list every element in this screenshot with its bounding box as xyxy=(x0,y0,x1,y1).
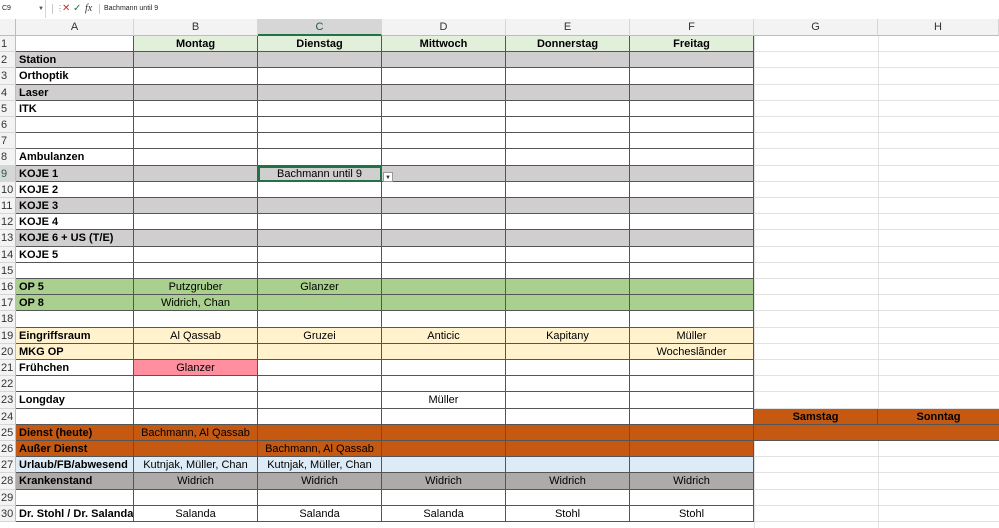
cell-c9[interactable]: Bachmann until 9 xyxy=(258,166,382,182)
cell-a4[interactable]: Laser xyxy=(16,85,134,101)
cell-e16[interactable] xyxy=(506,279,630,295)
cell-b30[interactable]: Salanda xyxy=(134,506,258,522)
gridline xyxy=(754,36,755,528)
cell-d21[interactable] xyxy=(382,360,506,376)
cell-b18[interactable] xyxy=(134,311,258,328)
gridline xyxy=(754,521,999,522)
cell-b7[interactable] xyxy=(134,133,258,149)
cell-c16[interactable]: Glanzer xyxy=(258,279,382,295)
cell-c17[interactable] xyxy=(258,295,382,311)
gridline xyxy=(754,278,999,279)
cell-dropdown-icon[interactable]: ▼ xyxy=(383,172,393,182)
cell-c26[interactable]: Bachmann, Al Qassab xyxy=(258,441,382,457)
cell-c7[interactable] xyxy=(258,133,382,149)
cell-a12[interactable]: KOJE 4 xyxy=(16,214,134,230)
cell-c14[interactable] xyxy=(258,247,382,263)
enter-icon[interactable]: ✓ xyxy=(73,3,82,14)
row-header-22[interactable]: 22 xyxy=(0,376,16,392)
cell-b6[interactable] xyxy=(134,117,258,133)
cell-a7[interactable] xyxy=(16,133,134,149)
cell-f9[interactable] xyxy=(630,166,754,182)
cell-f3[interactable] xyxy=(630,68,754,85)
row-header-28[interactable]: 28 xyxy=(0,473,16,490)
column-header-g[interactable]: G xyxy=(754,19,878,36)
cell-a22[interactable] xyxy=(16,376,134,392)
gridline xyxy=(754,148,999,149)
row-header-3[interactable]: 3 xyxy=(0,68,16,85)
cell-e6[interactable] xyxy=(506,117,630,133)
cell-b28[interactable]: Widrich xyxy=(134,473,258,490)
cell-b22[interactable] xyxy=(134,376,258,392)
cell-c13[interactable] xyxy=(258,230,382,247)
cell-b27[interactable]: Kutnjak, Müller, Chan xyxy=(134,457,258,473)
cell-b26[interactable] xyxy=(134,441,258,457)
row-header-4[interactable]: 4 xyxy=(0,85,16,101)
cell-e5[interactable] xyxy=(506,101,630,117)
row-header-13[interactable]: 13 xyxy=(0,230,16,247)
cell-f20[interactable]: Wocheslãnder xyxy=(630,344,754,360)
row-header-20[interactable]: 20 xyxy=(0,344,16,360)
cell-c8[interactable] xyxy=(258,149,382,166)
cell-f17[interactable] xyxy=(630,295,754,311)
select-all-corner[interactable] xyxy=(0,19,16,36)
gridline xyxy=(754,375,999,376)
gridline xyxy=(754,100,999,101)
cell-d4[interactable] xyxy=(382,85,506,101)
cell-f27[interactable] xyxy=(630,457,754,473)
row-header-5[interactable]: 5 xyxy=(0,101,16,117)
cell-e18[interactable] xyxy=(506,311,630,328)
cell-e29[interactable] xyxy=(506,490,630,506)
cell-e17[interactable] xyxy=(506,295,630,311)
cell-d24[interactable] xyxy=(382,409,506,425)
row-header-25[interactable]: 25 xyxy=(0,425,16,441)
cell-c11[interactable] xyxy=(258,198,382,214)
cell-d2[interactable] xyxy=(382,52,506,68)
gridline xyxy=(754,489,999,490)
cell-c29[interactable] xyxy=(258,490,382,506)
column-header-b[interactable]: B xyxy=(134,19,258,36)
cell-d20[interactable] xyxy=(382,344,506,360)
column-header-c[interactable]: C xyxy=(258,19,382,36)
cell-a18[interactable] xyxy=(16,311,134,328)
cell-e28[interactable]: Widrich xyxy=(506,473,630,490)
cell-f10[interactable] xyxy=(630,182,754,198)
cell-f19[interactable]: Müller xyxy=(630,328,754,344)
cell-f7[interactable] xyxy=(630,133,754,149)
cell-f25[interactable] xyxy=(630,425,754,441)
gridline xyxy=(754,391,999,392)
row-header-2[interactable]: 2 xyxy=(0,52,16,68)
cell-b11[interactable] xyxy=(134,198,258,214)
formula-bar-separator xyxy=(52,4,53,14)
cell-d11[interactable] xyxy=(382,198,506,214)
cell-f26[interactable] xyxy=(630,441,754,457)
column-header-e[interactable]: E xyxy=(506,19,630,36)
cell-h24[interactable]: Sonntag xyxy=(878,409,999,425)
cell-b1[interactable]: Montag xyxy=(134,36,258,52)
gridline xyxy=(754,343,999,344)
cell-d8[interactable] xyxy=(382,149,506,166)
cell-b10[interactable] xyxy=(134,182,258,198)
gridline xyxy=(754,359,999,360)
gridline xyxy=(754,181,999,182)
cell-e7[interactable] xyxy=(506,133,630,149)
cell-a30[interactable]: Dr. Stohl / Dr. Salanda xyxy=(16,506,134,522)
cell-b8[interactable] xyxy=(134,149,258,166)
cell-d6[interactable] xyxy=(382,117,506,133)
cell-c28[interactable]: Widrich xyxy=(258,473,382,490)
gridline xyxy=(754,165,999,166)
cell-b24[interactable] xyxy=(134,409,258,425)
cell-f6[interactable] xyxy=(630,117,754,133)
cell-a10[interactable]: KOJE 2 xyxy=(16,182,134,198)
cell-c4[interactable] xyxy=(258,85,382,101)
cell-a1[interactable] xyxy=(16,36,134,52)
cell-c10[interactable] xyxy=(258,182,382,198)
gridline xyxy=(754,229,999,230)
formula-input[interactable]: Bachmann until 9 xyxy=(104,5,159,12)
cell-a23[interactable]: Longday xyxy=(16,392,134,409)
cell-c25[interactable] xyxy=(258,425,382,441)
cancel-icon[interactable]: ✕ xyxy=(62,3,71,14)
cell-c21[interactable] xyxy=(258,360,382,376)
gridline xyxy=(754,132,999,133)
gridline xyxy=(754,51,999,52)
cell-e21[interactable] xyxy=(506,360,630,376)
row-header-7[interactable]: 7 xyxy=(0,133,16,149)
cell-c5[interactable] xyxy=(258,101,382,117)
cell-c30[interactable]: Salanda xyxy=(258,506,382,522)
row-header-29[interactable]: 29 xyxy=(0,490,16,506)
cell-b25[interactable]: Bachmann, Al Qassab xyxy=(134,425,258,441)
row-header-1[interactable]: 1 xyxy=(0,36,16,52)
cell-d12[interactable] xyxy=(382,214,506,230)
row-header-14[interactable]: 14 xyxy=(0,247,16,263)
cell-a19[interactable]: Eingriffsraum xyxy=(16,328,134,344)
cell-d28[interactable]: Widrich xyxy=(382,473,506,490)
gridline xyxy=(754,84,999,85)
gridline xyxy=(754,197,999,198)
cell-c6[interactable] xyxy=(258,117,382,133)
cell-c15[interactable] xyxy=(258,263,382,279)
cell-f13[interactable] xyxy=(630,230,754,247)
cell-a20[interactable]: MKG OP xyxy=(16,344,134,360)
column-header-h[interactable]: H xyxy=(878,19,999,36)
gridline xyxy=(754,213,999,214)
cell-e19[interactable]: Kapitany xyxy=(506,328,630,344)
gridline xyxy=(878,36,879,528)
cell-f30[interactable]: Stohl xyxy=(630,506,754,522)
gridline xyxy=(754,505,999,506)
cell-e30[interactable]: Stohl xyxy=(506,506,630,522)
cell-b3[interactable] xyxy=(134,68,258,85)
cell-d18[interactable] xyxy=(382,311,506,328)
cell-a8[interactable]: Ambulanzen xyxy=(16,149,134,166)
cell-d17[interactable] xyxy=(382,295,506,311)
cell-c24[interactable] xyxy=(258,409,382,425)
cell-e15[interactable] xyxy=(506,263,630,279)
formula-bar-separator-2 xyxy=(99,4,100,14)
cell-f28[interactable]: Widrich xyxy=(630,473,754,490)
cell-d14[interactable] xyxy=(382,247,506,263)
cell-a27[interactable]: Urlaub/FB/abwesend xyxy=(16,457,134,473)
row-header-30[interactable]: 30 xyxy=(0,506,16,522)
cell-f12[interactable] xyxy=(630,214,754,230)
row-header-19[interactable]: 19 xyxy=(0,328,16,344)
cell-c18[interactable] xyxy=(258,311,382,328)
cell-e24[interactable] xyxy=(506,409,630,425)
cell-c3[interactable] xyxy=(258,68,382,85)
cell-d29[interactable] xyxy=(382,490,506,506)
cell-e23[interactable] xyxy=(506,392,630,409)
row-header-10[interactable]: 10 xyxy=(0,182,16,198)
cell-d1[interactable]: Mittwoch xyxy=(382,36,506,52)
gridline xyxy=(754,67,999,68)
column-header-d[interactable]: D xyxy=(382,19,506,36)
gridline xyxy=(754,472,999,473)
cell-a2[interactable]: Station xyxy=(16,52,134,68)
cell-a6[interactable] xyxy=(16,117,134,133)
gridline xyxy=(754,310,999,311)
cell-f2[interactable] xyxy=(630,52,754,68)
cell-a16[interactable]: OP 5 xyxy=(16,279,134,295)
cell-d9[interactable] xyxy=(382,166,506,182)
cell-a5[interactable]: ITK xyxy=(16,101,134,117)
cell-d10[interactable] xyxy=(382,182,506,198)
cell-e9[interactable] xyxy=(506,166,630,182)
cell-e13[interactable] xyxy=(506,230,630,247)
row-header-8[interactable]: 8 xyxy=(0,149,16,166)
cell-f23[interactable] xyxy=(630,392,754,409)
cell-b4[interactable] xyxy=(134,85,258,101)
cell-b15[interactable] xyxy=(134,263,258,279)
gridline xyxy=(754,246,999,247)
more-options-icon[interactable]: ⋮ xyxy=(56,4,64,13)
cell-c1[interactable]: Dienstag xyxy=(258,36,382,52)
cell-d30[interactable]: Salanda xyxy=(382,506,506,522)
gridline xyxy=(754,327,999,328)
cell-b13[interactable] xyxy=(134,230,258,247)
cell-c20[interactable] xyxy=(258,344,382,360)
cell-e14[interactable] xyxy=(506,247,630,263)
cell-a21[interactable]: Frühchen xyxy=(16,360,134,376)
cell-f16[interactable] xyxy=(630,279,754,295)
cell-b14[interactable] xyxy=(134,247,258,263)
cell-c27[interactable]: Kutnjak, Müller, Chan xyxy=(258,457,382,473)
cell-e26[interactable] xyxy=(506,441,630,457)
cell-e27[interactable] xyxy=(506,457,630,473)
cell-b2[interactable] xyxy=(134,52,258,68)
cell-e4[interactable] xyxy=(506,85,630,101)
cell-d5[interactable] xyxy=(382,101,506,117)
cell-b20[interactable] xyxy=(134,344,258,360)
row-header-9[interactable]: 9 xyxy=(0,166,16,182)
row-header-11[interactable]: 11 xyxy=(0,198,16,214)
cell-c23[interactable] xyxy=(258,392,382,409)
cell-a29[interactable] xyxy=(16,490,134,506)
cell-d26[interactable] xyxy=(382,441,506,457)
cell-a28[interactable]: Krankenstand xyxy=(16,473,134,490)
row-header-23[interactable]: 23 xyxy=(0,392,16,409)
cell-e3[interactable] xyxy=(506,68,630,85)
cell-b16[interactable]: Putzgruber xyxy=(134,279,258,295)
cell-f29[interactable] xyxy=(630,490,754,506)
cell-e2[interactable] xyxy=(506,52,630,68)
gridline xyxy=(754,116,999,117)
cell-g25-h25[interactable] xyxy=(754,425,999,441)
cell-d3[interactable] xyxy=(382,68,506,85)
cell-a25[interactable]: Dienst (heute) xyxy=(16,425,134,441)
cell-d22[interactable] xyxy=(382,376,506,392)
cell-e11[interactable] xyxy=(506,198,630,214)
cell-b12[interactable] xyxy=(134,214,258,230)
column-header-a[interactable]: A xyxy=(16,19,134,36)
cell-d7[interactable] xyxy=(382,133,506,149)
cell-a17[interactable]: OP 8 xyxy=(16,295,134,311)
cell-b5[interactable] xyxy=(134,101,258,117)
cell-f8[interactable] xyxy=(630,149,754,166)
cell-b23[interactable] xyxy=(134,392,258,409)
cell-a24[interactable] xyxy=(16,409,134,425)
cell-d13[interactable] xyxy=(382,230,506,247)
cell-f22[interactable] xyxy=(630,376,754,392)
cell-a26[interactable]: Außer Dienst xyxy=(16,441,134,457)
row-header-24[interactable]: 24 xyxy=(0,409,16,425)
cell-d23[interactable]: Müller xyxy=(382,392,506,409)
cell-b19[interactable]: Al Qassab xyxy=(134,328,258,344)
cell-b21[interactable]: Glanzer xyxy=(134,360,258,376)
cell-c22[interactable] xyxy=(258,376,382,392)
cell-d15[interactable] xyxy=(382,263,506,279)
name-box[interactable]: C9 xyxy=(0,0,46,18)
cell-a11[interactable]: KOJE 3 xyxy=(16,198,134,214)
cell-c19[interactable]: Gruzei xyxy=(258,328,382,344)
row-header-21[interactable]: 21 xyxy=(0,360,16,376)
cell-f24[interactable] xyxy=(630,409,754,425)
cell-e20[interactable] xyxy=(506,344,630,360)
cell-f5[interactable] xyxy=(630,101,754,117)
cell-d19[interactable]: Anticic xyxy=(382,328,506,344)
cell-e22[interactable] xyxy=(506,376,630,392)
cell-b29[interactable] xyxy=(134,490,258,506)
cell-e10[interactable] xyxy=(506,182,630,198)
cell-e12[interactable] xyxy=(506,214,630,230)
gridline xyxy=(754,294,999,295)
cell-d27[interactable] xyxy=(382,457,506,473)
cell-c12[interactable] xyxy=(258,214,382,230)
cell-f15[interactable] xyxy=(630,263,754,279)
row-header-16[interactable]: 16 xyxy=(0,279,16,295)
cell-a3[interactable]: Orthoptik xyxy=(16,68,134,85)
cell-f21[interactable] xyxy=(630,360,754,376)
name-box-dropdown-icon[interactable]: ▼ xyxy=(38,6,44,12)
cell-b17[interactable]: Widrich, Chan xyxy=(134,295,258,311)
gridline xyxy=(754,456,999,457)
cell-d25[interactable] xyxy=(382,425,506,441)
cell-d16[interactable] xyxy=(382,279,506,295)
cell-e25[interactable] xyxy=(506,425,630,441)
row-header-26[interactable]: 26 xyxy=(0,441,16,457)
row-header-17[interactable]: 17 xyxy=(0,295,16,311)
cell-b9[interactable] xyxy=(134,166,258,182)
row-header-6[interactable]: 6 xyxy=(0,117,16,133)
row-header-12[interactable]: 12 xyxy=(0,214,16,230)
cell-f1[interactable]: Freitag xyxy=(630,36,754,52)
row-header-15[interactable]: 15 xyxy=(0,263,16,279)
insert-function-icon[interactable]: fx xyxy=(85,3,93,14)
formula-bar xyxy=(0,0,999,20)
cell-a15[interactable] xyxy=(16,263,134,279)
cell-f14[interactable] xyxy=(630,247,754,263)
row-header-18[interactable]: 18 xyxy=(0,311,16,328)
cell-e8[interactable] xyxy=(506,149,630,166)
cell-f11[interactable] xyxy=(630,198,754,214)
row-header-27[interactable]: 27 xyxy=(0,457,16,473)
cell-a14[interactable]: KOJE 5 xyxy=(16,247,134,263)
cell-c2[interactable] xyxy=(258,52,382,68)
cell-a13[interactable]: KOJE 6 + US (T/E) xyxy=(16,230,134,247)
cell-a9[interactable]: KOJE 1 xyxy=(16,166,134,182)
cell-e1[interactable]: Donnerstag xyxy=(506,36,630,52)
cell-f4[interactable] xyxy=(630,85,754,101)
gridline xyxy=(754,262,999,263)
column-header-f[interactable]: F xyxy=(630,19,754,36)
cell-f18[interactable] xyxy=(630,311,754,328)
cell-g24[interactable]: Samstag xyxy=(754,409,878,425)
